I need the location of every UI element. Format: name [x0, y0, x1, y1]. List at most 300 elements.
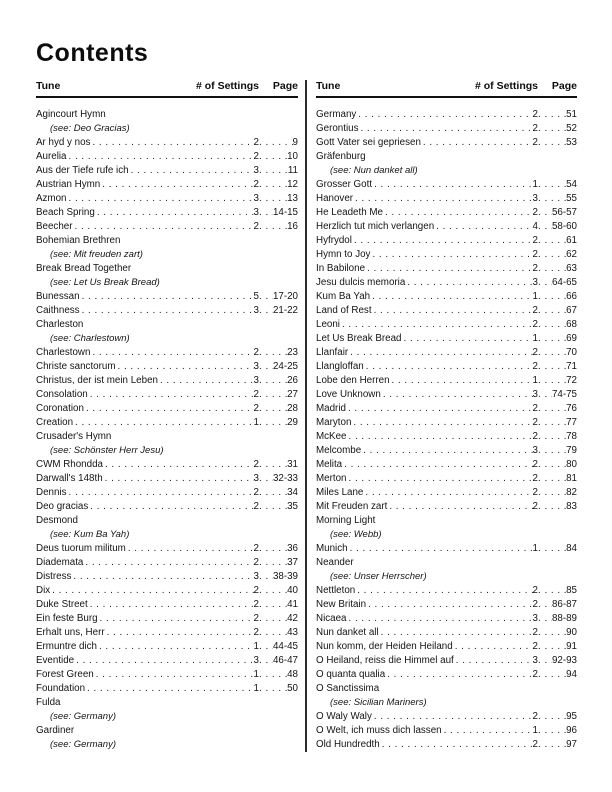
leader-dots [538, 388, 552, 402]
toc-entry [36, 682, 298, 696]
toc-entry [316, 304, 577, 318]
entry-tail [259, 472, 298, 486]
leader-dots [538, 178, 566, 192]
leader-dots [538, 220, 552, 234]
settings-count: 2 [253, 543, 259, 554]
page-title: Contents [36, 39, 149, 67]
leader-dots [259, 192, 287, 206]
header-tune: Tune [316, 80, 341, 92]
toc-entry [316, 542, 577, 556]
leader-dots [259, 150, 287, 164]
tune-name: Hymn to Joy [316, 249, 371, 260]
header-settings: # of Settings [195, 80, 259, 92]
settings-count: 1 [532, 725, 538, 736]
settings-count: 3 [253, 193, 259, 204]
page-number: 13 [287, 193, 298, 204]
toc-entry [316, 192, 577, 206]
leader-dots [367, 262, 533, 276]
toc-entry [36, 570, 298, 584]
leader-dots [456, 654, 533, 668]
page-number: 79 [566, 445, 577, 456]
tune-name: Leoni [316, 319, 340, 330]
tune-name: Forest Green [36, 669, 94, 680]
settings-count: 3 [253, 361, 259, 372]
leader-dots [436, 220, 532, 234]
leader-dots [100, 612, 254, 626]
leader-dots [160, 374, 254, 388]
entry-tail [538, 402, 577, 416]
page-number: 90 [566, 627, 577, 638]
toc-entry [316, 360, 577, 374]
tune-name: Gott Vater sei gepriesen [316, 137, 421, 148]
entry-tail [538, 248, 577, 262]
settings-count: 2 [532, 417, 538, 428]
page-number: 36 [287, 543, 298, 554]
tune-name: Let Us Break Bread [316, 333, 402, 344]
leader-dots [372, 248, 532, 262]
toc-entry [316, 122, 577, 136]
leader-dots [349, 430, 533, 444]
tune-name: Jesu dulcis memoria [316, 277, 406, 288]
toc-entry-heading [316, 556, 577, 570]
toc-entry [36, 640, 298, 654]
settings-count: 3 [253, 165, 259, 176]
page-number: 68 [566, 319, 577, 330]
settings-count: 1 [253, 669, 259, 680]
page-number: 23 [287, 347, 298, 358]
header-tune: Tune [36, 80, 61, 92]
entry-tail [259, 598, 298, 612]
see-reference-text: (see: Nun danket all) [330, 165, 418, 176]
page-number: 97 [566, 739, 577, 750]
page-number: 81 [566, 473, 577, 484]
settings-count: 3 [253, 375, 259, 386]
settings-count: 3 [253, 473, 259, 484]
settings-count: 2 [253, 487, 259, 498]
toc-entry [36, 360, 298, 374]
tune-name: Mit Freuden zart [316, 501, 388, 512]
page-number: 82 [566, 487, 577, 498]
page-number: 83 [566, 501, 577, 512]
leader-dots [259, 500, 287, 514]
tune-name: In Babilone [316, 263, 366, 274]
leader-dots [355, 192, 533, 206]
leader-dots [374, 710, 533, 724]
entry-tail [259, 192, 298, 206]
leader-dots [385, 206, 533, 220]
leader-dots [259, 584, 287, 598]
page-number: 27 [287, 389, 298, 400]
entry-tail [538, 178, 577, 192]
toc-entry [36, 178, 298, 192]
tune-name: Agincourt Hymn [36, 109, 106, 120]
settings-count: 2 [532, 137, 538, 148]
toc-entry [316, 276, 577, 290]
leader-dots [374, 304, 533, 318]
leader-dots [358, 108, 532, 122]
toc-entry [316, 220, 577, 234]
settings-count: 3 [532, 445, 538, 456]
settings-count: 2 [532, 459, 538, 470]
entry-tail [538, 486, 577, 500]
settings-count: 1 [532, 543, 538, 554]
toc-entry [316, 626, 577, 640]
leader-dots [92, 346, 253, 360]
toc-entry [36, 556, 298, 570]
toc-entry [36, 220, 298, 234]
toc-see-reference [316, 164, 577, 178]
entry-tail [259, 668, 298, 682]
tune-name: Aurelia [36, 151, 67, 162]
page-number: 76 [566, 403, 577, 414]
toc-entry [36, 542, 298, 556]
settings-count: 2 [532, 263, 538, 274]
tune-name: Foundation [36, 683, 86, 694]
leader-dots [259, 220, 287, 234]
leader-dots [259, 346, 287, 360]
tune-name: Diademata [36, 557, 84, 568]
leader-dots [90, 500, 253, 514]
tune-name: Melita [316, 459, 343, 470]
leader-dots [259, 402, 287, 416]
leader-dots [538, 108, 566, 122]
entry-tail [538, 220, 577, 234]
settings-count: 2 [532, 501, 538, 512]
leader-dots [259, 486, 287, 500]
tune-name: Hanover [316, 193, 354, 204]
tune-name: Bunessan [36, 291, 80, 302]
toc-entry-heading [36, 234, 298, 248]
leader-dots [90, 598, 254, 612]
leader-dots [357, 584, 532, 598]
page-number: 11 [287, 165, 298, 176]
toc-entry [316, 402, 577, 416]
entry-tail [259, 416, 298, 430]
page-number: 86-87 [551, 599, 577, 610]
page-number: 71 [566, 361, 577, 372]
page-number: 24-25 [272, 361, 298, 372]
page-number: 50 [287, 683, 298, 694]
toc-entry-heading [316, 682, 577, 696]
leader-dots [538, 332, 566, 346]
settings-count: 4 [532, 221, 538, 232]
tune-name: Gräfenburg [316, 151, 366, 162]
leader-dots [538, 640, 566, 654]
entry-tail [538, 388, 577, 402]
toc-entry [316, 612, 577, 626]
tune-name: He Leadeth Me [316, 207, 383, 218]
leader-dots [92, 136, 253, 150]
toc-entry [316, 598, 577, 612]
leader-dots [105, 472, 254, 486]
entry-tail [259, 682, 298, 696]
page-number: 41 [287, 599, 298, 610]
tune-name: Aus der Tiefe rufe ich [36, 165, 129, 176]
settings-count: 3 [253, 655, 259, 666]
tune-name: Love Unknown [316, 389, 381, 400]
settings-count: 2 [253, 613, 259, 624]
entry-tail [259, 178, 298, 192]
page-number: 9 [292, 137, 298, 148]
tune-name: Bohemian Brethren [36, 235, 121, 246]
tune-name: Fulda [36, 697, 61, 708]
entry-tail [538, 500, 577, 514]
tune-name: Germany [316, 109, 357, 120]
entry-tail [538, 206, 577, 220]
leader-dots [90, 388, 254, 402]
toc-columns [36, 80, 577, 752]
toc-entry [36, 206, 298, 220]
page-number: 40 [287, 585, 298, 596]
header-page: Page [272, 80, 298, 92]
tune-name: O Heiland, reiss die Himmel auf [316, 655, 454, 666]
entry-tail [259, 346, 298, 360]
header-page: Page [551, 80, 577, 92]
toc-entry [36, 626, 298, 640]
see-reference-text: (see: Germany) [50, 739, 116, 750]
toc-see-reference [36, 332, 298, 346]
entry-tail [259, 654, 298, 668]
leader-dots [538, 262, 566, 276]
page-number: 35 [287, 501, 298, 512]
leader-dots [69, 192, 254, 206]
page-number: 94 [566, 669, 577, 680]
leader-dots [75, 220, 254, 234]
leader-dots [259, 136, 293, 150]
page-number: 44-45 [272, 641, 298, 652]
toc-entry [316, 640, 577, 654]
leader-dots [360, 122, 532, 136]
tune-name: Melcombe [316, 445, 362, 456]
toc-entry [316, 486, 577, 500]
tune-name: Deo gracias [36, 501, 89, 512]
tune-name: Charlestown [36, 347, 91, 358]
leader-dots [131, 164, 254, 178]
toc-entry [316, 346, 577, 360]
entry-tail [259, 304, 298, 318]
page-number: 51 [566, 109, 577, 120]
toc-entry [316, 738, 577, 752]
toc-entry [36, 290, 298, 304]
toc-entry [36, 598, 298, 612]
toc-see-reference [36, 528, 298, 542]
toc-entry [36, 472, 298, 486]
leader-dots [259, 626, 287, 640]
leader-dots [407, 276, 532, 290]
settings-count: 2 [532, 109, 538, 120]
toc-entry [36, 654, 298, 668]
tune-name: Ein feste Burg [36, 613, 98, 624]
page-number: 69 [566, 333, 577, 344]
leader-dots [365, 486, 532, 500]
toc-entry [36, 402, 298, 416]
settings-count: 2 [532, 305, 538, 316]
settings-count: 2 [532, 347, 538, 358]
tune-name: Nettleton [316, 585, 356, 596]
leader-dots [363, 444, 532, 458]
settings-count: 3 [532, 613, 538, 624]
entry-tail [538, 290, 577, 304]
page-number: 77 [566, 417, 577, 428]
leader-dots [381, 626, 533, 640]
page-number: 88-89 [551, 613, 577, 624]
settings-count: 2 [532, 599, 538, 610]
leader-dots [259, 416, 287, 430]
leader-dots [73, 570, 253, 584]
entry-tail [538, 360, 577, 374]
leader-dots [538, 710, 566, 724]
page-number: 28 [287, 403, 298, 414]
leader-dots [105, 458, 254, 472]
toc-entry [36, 458, 298, 472]
toc-entry-heading [36, 318, 298, 332]
tune-name: Gerontius [316, 123, 359, 134]
entry-tail [259, 458, 298, 472]
leader-dots [259, 290, 273, 304]
settings-count: 2 [253, 627, 259, 638]
leader-dots [69, 150, 254, 164]
leader-dots [353, 416, 532, 430]
entry-tail [538, 304, 577, 318]
leader-dots [538, 500, 566, 514]
page-number: 62 [566, 249, 577, 260]
entry-tail [259, 150, 298, 164]
entry-tail [538, 332, 577, 346]
toc-entry [316, 234, 577, 248]
entry-tail [538, 444, 577, 458]
toc-entry-heading [36, 724, 298, 738]
leader-dots [423, 136, 533, 150]
tune-name: Beecher [36, 221, 73, 232]
page-number: 78 [566, 431, 577, 442]
entry-tail [259, 556, 298, 570]
leader-dots [538, 402, 566, 416]
page-number: 63 [566, 263, 577, 274]
settings-count: 2 [253, 221, 259, 232]
leader-dots [99, 640, 254, 654]
tune-name: Erhalt uns, Herr [36, 627, 105, 638]
leader-dots [538, 472, 566, 486]
tune-name: Dix [36, 585, 51, 596]
leader-dots [259, 360, 273, 374]
leader-dots [118, 360, 254, 374]
settings-count: 2 [532, 669, 538, 680]
toc-entry [316, 458, 577, 472]
settings-count: 2 [532, 473, 538, 484]
entry-tail [538, 374, 577, 388]
page-number: 91 [566, 641, 577, 652]
leader-dots [538, 542, 566, 556]
settings-count: 2 [532, 711, 538, 722]
leader-dots [538, 374, 566, 388]
leader-dots [538, 584, 566, 598]
settings-count: 1 [253, 641, 259, 652]
toc-entry [316, 206, 577, 220]
leader-dots [444, 724, 533, 738]
leader-dots [102, 178, 253, 192]
see-reference-text: (see: Schönster Herr Jesu) [50, 445, 164, 456]
tune-name: Azmon [36, 193, 67, 204]
entry-tail [538, 430, 577, 444]
settings-count: 3 [253, 207, 259, 218]
leader-dots [538, 738, 566, 752]
entry-tail [259, 584, 298, 598]
entry-tail [259, 402, 298, 416]
page-number: 80 [566, 459, 577, 470]
leader-dots [259, 388, 287, 402]
page-number: 26 [287, 375, 298, 386]
leader-dots [389, 500, 532, 514]
leader-dots [538, 486, 566, 500]
tune-name: Hyfrydol [316, 235, 352, 246]
entry-tail [259, 290, 298, 304]
settings-count: 5 [253, 291, 259, 302]
leader-dots [538, 598, 552, 612]
settings-count: 3 [253, 571, 259, 582]
tune-name: Distress [36, 571, 72, 582]
entry-tail [259, 570, 298, 584]
toc-see-reference [316, 570, 577, 584]
leader-dots [404, 332, 533, 346]
page-number: 53 [566, 137, 577, 148]
leader-dots [382, 738, 533, 752]
page-number: 32-33 [272, 473, 298, 484]
toc-entry [316, 178, 577, 192]
toc-entry-heading [316, 150, 577, 164]
leader-dots [259, 668, 287, 682]
see-reference-text: (see: Deo Gracias) [50, 123, 130, 134]
settings-count: 2 [532, 207, 538, 218]
page-number: 64-65 [551, 277, 577, 288]
leader-dots [349, 472, 533, 486]
entry-tail [259, 542, 298, 556]
leader-dots [538, 626, 566, 640]
leader-dots [87, 682, 254, 696]
tune-name: Herzlich tut mich verlangen [316, 221, 435, 232]
leader-dots [75, 416, 254, 430]
tune-name: Dennis [36, 487, 67, 498]
leader-dots [350, 542, 533, 556]
leader-dots [374, 178, 532, 192]
entry-tail [538, 234, 577, 248]
settings-count: 2 [253, 137, 259, 148]
leader-dots [259, 542, 287, 556]
leader-dots [259, 556, 287, 570]
leader-dots [455, 640, 533, 654]
tune-name: Old Hundredth [316, 739, 380, 750]
tune-name: Beach Spring [36, 207, 95, 218]
leader-dots [354, 234, 533, 248]
settings-count: 2 [532, 627, 538, 638]
page-number: 16 [287, 221, 298, 232]
page-number: 12 [287, 179, 298, 190]
toc-entry [316, 388, 577, 402]
leader-dots [538, 346, 566, 360]
tune-name: Coronation [36, 403, 84, 414]
toc-entry [36, 150, 298, 164]
toc-entry [36, 388, 298, 402]
settings-count: 3 [532, 655, 538, 666]
leader-dots [259, 654, 273, 668]
see-reference-text: (see: Mit freuden zart) [50, 249, 143, 260]
toc-entry-heading [316, 514, 577, 528]
page-number: 31 [287, 459, 298, 470]
toc-entry [316, 430, 577, 444]
tune-name: Deus tuorum militum [36, 543, 126, 554]
tune-name: O Sanctissima [316, 683, 380, 694]
tune-name: Llanfair [316, 347, 349, 358]
tune-name: CWM Rhondda [36, 459, 103, 470]
